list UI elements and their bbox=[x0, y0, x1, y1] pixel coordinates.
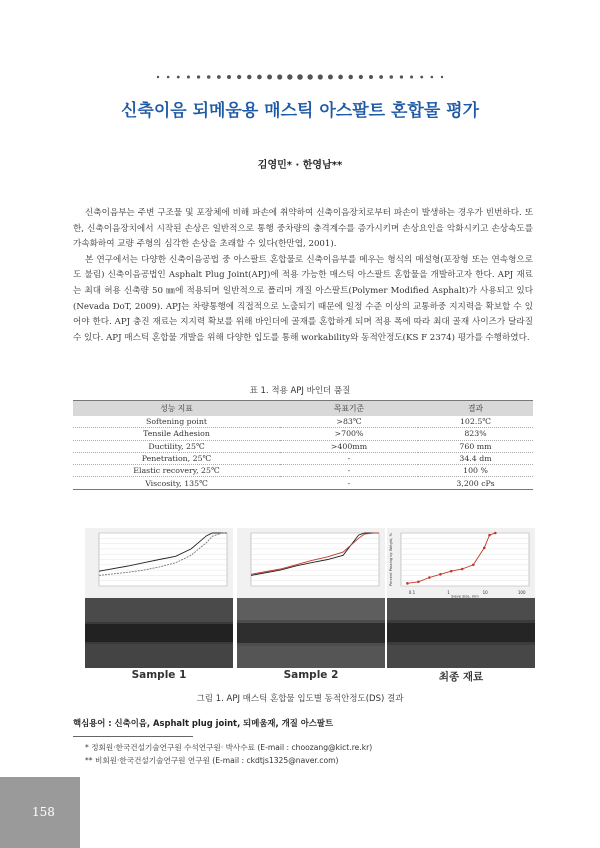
article-title: 신축이음 되메움용 매스틱 아스팔트 혼합물 평가 bbox=[120, 101, 480, 121]
cell: >400mm bbox=[280, 440, 418, 452]
divider-dot bbox=[237, 75, 241, 79]
cell: Penetration, 25℃ bbox=[73, 452, 280, 464]
data-point bbox=[472, 564, 475, 567]
x-tick-label: 10 bbox=[482, 590, 488, 595]
data-point bbox=[483, 547, 486, 550]
data-point bbox=[406, 582, 409, 585]
cell: 823% bbox=[418, 428, 533, 440]
divider-dot bbox=[420, 76, 423, 79]
header-result: 결과 bbox=[418, 401, 533, 417]
cell: 102.5℃ bbox=[418, 416, 533, 428]
figure-panel-sample-2 bbox=[237, 528, 385, 668]
divider-dot bbox=[359, 75, 363, 79]
divider-dot bbox=[257, 75, 262, 80]
data-point bbox=[488, 534, 491, 537]
data-point bbox=[450, 570, 453, 573]
data-point bbox=[417, 580, 420, 583]
divider-dot bbox=[287, 74, 292, 79]
footnote-2: ** 비회원·한국건설기술연구원 연구원 (E-mail : ckdtjs1325@naver.com) bbox=[85, 756, 339, 765]
divider-dot bbox=[318, 74, 323, 79]
divider-dot bbox=[369, 75, 373, 79]
table-row bbox=[73, 416, 533, 428]
divider-dot bbox=[267, 75, 272, 80]
divider-dot bbox=[187, 75, 190, 78]
divider-dot bbox=[167, 76, 170, 79]
divider-dot bbox=[297, 74, 303, 80]
x-axis-label: Sieve Size, mm bbox=[451, 594, 479, 598]
divider-dot bbox=[390, 75, 394, 79]
divider-dot bbox=[338, 75, 343, 80]
figure-caption: 그림 1. APJ 매스틱 혼합물 입도별 동적안정도(DS) 결과 bbox=[196, 694, 404, 704]
asphalt-specimen-photo-3 bbox=[387, 598, 535, 668]
footnote-1: * 정회원·한국건설기술연구원 수석연구원· 박사수료 (E-mail : choozang@kict.re.kr) bbox=[85, 743, 373, 752]
paragraph-1: 신축이음부는 주변 구조물 및 포장체에 비해 파손에 취약하여 신축이음장치로부터 파손이 발생하는 경우가 빈번하다. 또한, 신축이음장치에서 시작된 손상은 일반적으로 통행 중차량의 충격계수를 증가시키며 손상요인을 악화시키고 손상속도를 가속화하여 교량 주형의 심각한 손상을 초래할 수 있다(한만엽, 2001). bbox=[73, 208, 533, 250]
cell: - bbox=[280, 465, 418, 477]
table-row bbox=[73, 440, 533, 452]
figure-1 bbox=[85, 528, 535, 686]
cell: 34.4 dm bbox=[418, 452, 533, 464]
cell: >83℃ bbox=[280, 416, 418, 428]
divider-dot bbox=[410, 75, 413, 78]
body-text bbox=[73, 206, 533, 346]
divider-dot bbox=[157, 76, 159, 78]
decorative-dot-divider bbox=[150, 72, 450, 82]
divider-dot bbox=[217, 75, 221, 79]
cell: 760 mm bbox=[418, 440, 533, 452]
cell: - bbox=[280, 477, 418, 489]
cell: Ductility, 25℃ bbox=[73, 440, 280, 452]
cell: Viscosity, 135℃ bbox=[73, 477, 280, 489]
header-target: 목표기준 bbox=[280, 401, 418, 417]
binder-quality-table bbox=[73, 400, 533, 490]
divider-dot bbox=[431, 76, 434, 79]
gradation-chart-sample-1 bbox=[85, 528, 233, 598]
cell: >700% bbox=[280, 428, 418, 440]
authors: 김영민* · 한영남** bbox=[257, 160, 343, 171]
data-point bbox=[439, 573, 442, 576]
keywords: 핵심용어 : 신축이음, Asphalt plug joint, 되메움재, 개질 아스팔트 bbox=[73, 718, 334, 728]
panel-label-sample-1: Sample 1 bbox=[131, 669, 187, 681]
asphalt-specimen-photo-2 bbox=[237, 598, 385, 668]
table-header-row bbox=[73, 401, 533, 417]
divider-dot bbox=[348, 75, 352, 79]
gradation-chart-final bbox=[387, 528, 535, 598]
footnote-divider bbox=[73, 736, 193, 737]
gradation-chart-sample-2 bbox=[237, 528, 385, 598]
divider-dot bbox=[177, 76, 180, 79]
divider-dot bbox=[247, 75, 251, 79]
y-axis-label: Percent Passing by Weight, % bbox=[389, 532, 393, 587]
cell: 3,200 cPs bbox=[418, 477, 533, 489]
x-tick-label: 0.1 bbox=[408, 590, 416, 595]
divider-dot bbox=[277, 74, 282, 79]
divider-dot bbox=[207, 75, 211, 79]
table-row bbox=[73, 477, 533, 489]
cell: Elastic recovery, 25℃ bbox=[73, 465, 280, 477]
table-row bbox=[73, 428, 533, 440]
table-caption: 표 1. 적용 APJ 바인더 품질 bbox=[249, 386, 351, 396]
cell: - bbox=[280, 452, 418, 464]
x-tick-label: 100 bbox=[517, 590, 526, 595]
data-point bbox=[428, 576, 431, 579]
x-tick-label: 1 bbox=[447, 590, 450, 595]
cell: 100 % bbox=[418, 465, 533, 477]
figure-panel-final-material bbox=[387, 528, 535, 668]
panel-label-sample-2: Sample 2 bbox=[283, 669, 339, 681]
data-point bbox=[461, 568, 464, 571]
divider-dot bbox=[227, 75, 231, 79]
table-row bbox=[73, 452, 533, 464]
header-metric: 성능 지표 bbox=[73, 401, 280, 417]
page-number: 158 bbox=[32, 805, 55, 819]
paragraph-2: 본 연구에서는 다양한 신축이음공법 중 아스팔트 혼합물로 신축이음부를 메우는 형식의 매설형(포장형 또는 연속형으로도 불림) 신축이음공법인 Asphalt Plug Joint(APJ)에 적용 가능한 매스틱 아스팔트 혼합물을 개발하고자 한다. APJ 재료는 최대 허용 신축량 50 ㎜에 적용되며 일반적으로 폴리머 개질 아스팔트(Polymer Modified Asphalt)가 사용되고 있다(Nevada DoT, 2009). APJ는 차량통행에 직접적으로 노출되기 때문에 일정 수준 이상의 교통하중 지지력을 확보할 수 있어야 한다. APJ 충진 재료는 지지력 확보를 위해 바인더에 골재를 혼합하게 되며 적용 폭에 따라 최대 골재 사이즈가 달라질 수 있다. APJ 매스틱 혼합물 개발을 위해 다양한 입도를 통해 workability와 동적안정도(KS F 2374) 평가를 수행하였다. bbox=[73, 254, 533, 343]
table-row bbox=[73, 465, 533, 477]
asphalt-specimen-photo-1 bbox=[85, 598, 233, 668]
panel-label-final: 최종 재료 bbox=[438, 671, 484, 683]
divider-dot bbox=[400, 75, 403, 78]
divider-dot bbox=[197, 75, 200, 78]
cell: Tensile Adhesion bbox=[73, 428, 280, 440]
divider-dot bbox=[307, 74, 312, 79]
divider-dot bbox=[328, 75, 333, 80]
data-point bbox=[494, 532, 497, 535]
cell: Softening point bbox=[73, 416, 280, 428]
figure-panel-sample-1 bbox=[85, 528, 233, 668]
divider-dot bbox=[441, 76, 443, 78]
divider-dot bbox=[379, 75, 383, 79]
